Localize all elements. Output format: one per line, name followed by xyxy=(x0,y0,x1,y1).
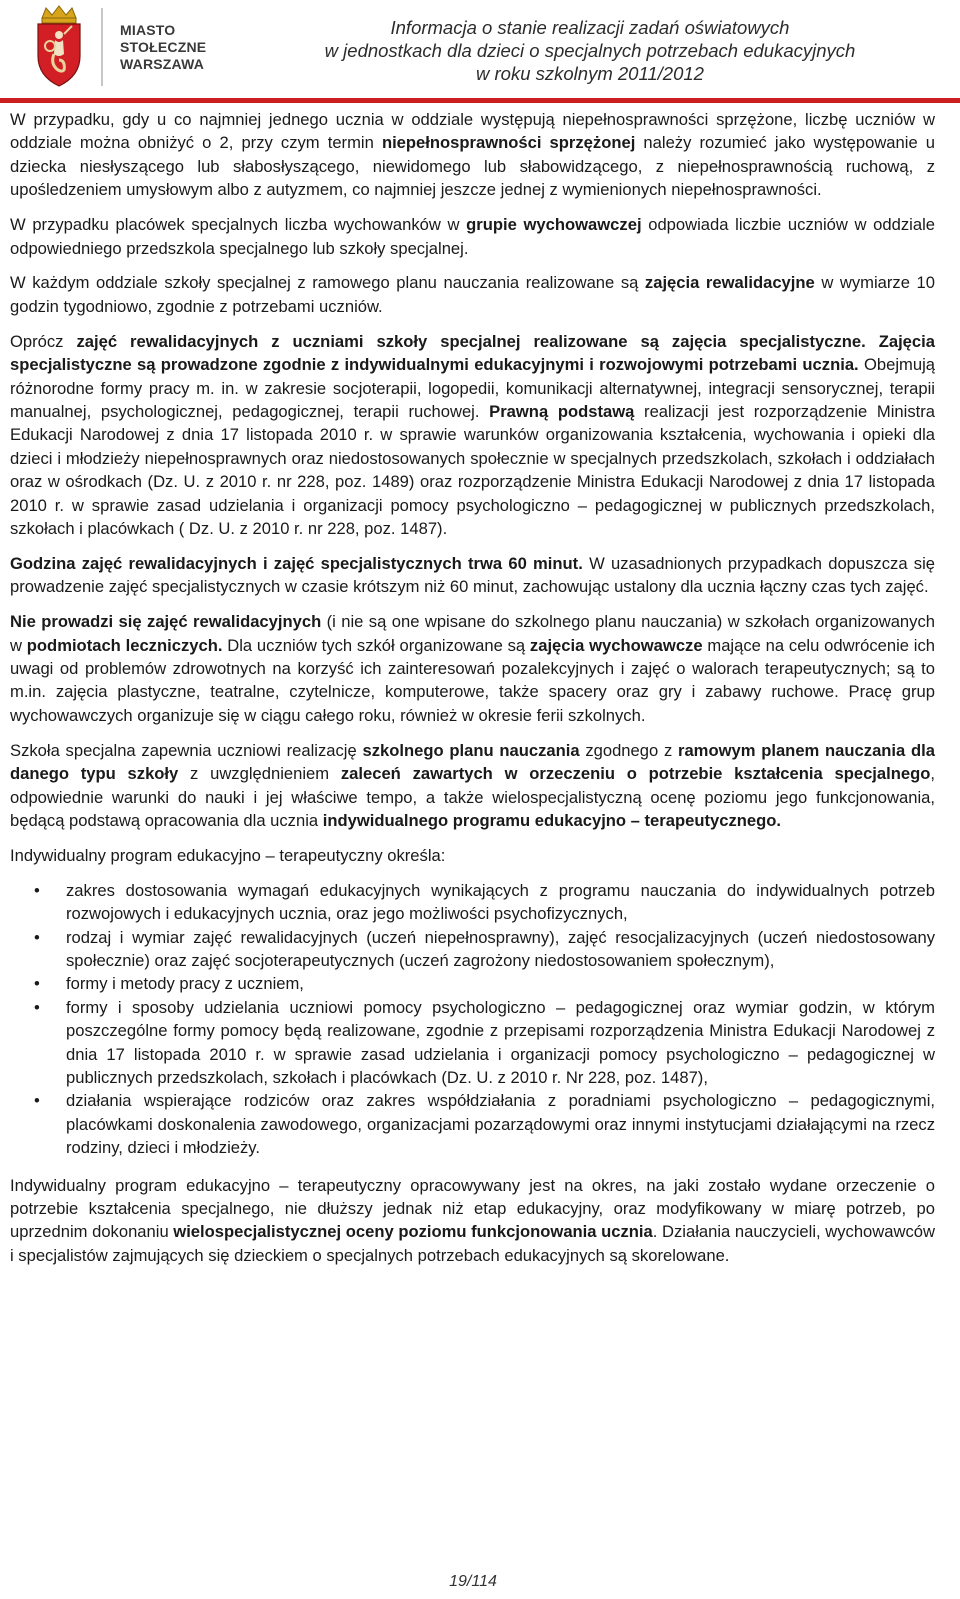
city-brand-name xyxy=(120,22,206,73)
list-item: • formy i metody pracy z uczniem, xyxy=(10,972,935,995)
bold-text: zajęcia wychowawcze xyxy=(529,635,703,655)
document-body xyxy=(10,108,935,1279)
text-run: W każdym oddziale szkoły specjalnej z ramowego planu nauczania realizowane są xyxy=(10,273,645,293)
text-run: Szkoła specjalna zapewnia uczniowi realizację xyxy=(10,740,363,760)
text-run: odpowiada liczbie uczniów w oddziale odpowiedniego przedszkola specjalnego lub szkoły specjalnej. xyxy=(10,215,936,258)
text-run: w wymiarze 10 godzin tygodniowo, zgodnie z potrzebami uczniów. xyxy=(10,273,935,316)
text-run: W uzasadnionych przypadkach dopuszcza się prowadzenie zajęć specjalistycznych w czasie krótszym niż 60 minut, zachowując ustalony dla ucznia łączny czas tych zajęć. xyxy=(10,553,936,597)
list-item: • działania wspierające rodziców oraz zakres współdziałania z poradniami psychologiczno – pedagogicznymi, placówkami doskonalenia zawodowego, organizacjami pozarządowymi oraz innymi instytucjami działającymi na rzecz rodziny, dzieci i młodzieży. xyxy=(10,1089,935,1159)
closing-paragraph xyxy=(10,1174,935,1268)
paragraph xyxy=(10,739,935,833)
text-run: zgodnego z xyxy=(579,740,678,760)
list-item: • rodzaj i wymiar zajęć rewalidacyjnych (uczeń niepełnosprawny), zajęć resocjalizacyjnych (uczeń niedostosowany społecznie) oraz zajęć socjoterapeutycznych (uczeń zagrożony niedostosowaniem społecznym), xyxy=(10,926,935,973)
bold-text: niepełnosprawności sprzężonej xyxy=(381,133,636,153)
bold-text: Nie prowadzi się zajęć rewalidacyjnych xyxy=(10,612,322,632)
bold-text: zaleceń zawartych w orzeczeniu o potrzebie kształcenia specjalnego xyxy=(340,764,931,784)
paragraphs xyxy=(10,108,935,867)
bold-text: szkolnego planu nauczania xyxy=(362,740,580,760)
report-title xyxy=(230,16,950,85)
page-number: 19/114 xyxy=(449,1573,497,1590)
text-run: . Działania nauczycieli, wychowawców i specjalistów zajmujących się dzieckiem o specjalnych potrzebach edukacyjnych są skorelowane. xyxy=(10,1222,935,1265)
list-item: • zakres dostosowania wymagań edukacyjnych wynikających z programu nauczania do indywidualnych potrzeb rozwojowych i edukacyjnych ucznia, oraz jego możliwości psychofizycznych, xyxy=(10,879,935,926)
paragraph xyxy=(10,610,935,727)
text-run: Dla uczniów tych szkół organizowane są xyxy=(222,635,530,655)
bold-text: grupie wychowawczej xyxy=(466,215,642,235)
text-run: (i nie są one wpisane do szkolnego planu nauczania) w szkołach organizowanych w xyxy=(10,612,935,655)
bold-text: zajęć rewalidacyjnych z uczniami szkoły specjalnej realizowane są zajęcia specjalistyczne. Zajęcia specjalistyczne są prowadzone zgodnie z indywidualnymi edukacyjnymi i rozwojowymi potrzebami ucznia. xyxy=(10,331,935,375)
bold-text: podmiotach leczniczych. xyxy=(26,635,223,655)
requirements-list xyxy=(10,879,935,1160)
text-run: realizacji jest rozporządzenie Ministra Edukacji Narodowej z dnia 17 listopada 2010 r. w sprawie warunków organizowania kształcenia, wychowania i opieki dla dzieci i młodzieży niepełnosprawnych oraz niedostosowanych społecznie w specjalnych przedszkolach, szkołach i oddziałach oraz w ośrodkach (Dz. U. z 2010 r. nr 228, poz. 1489) oraz rozporządzenie Ministra Edukacji Narodowej z dnia 17 listopada 2010 r. w sprawie zasad udzielania i organizacji pomocy psychologiczno – pedagogicznej w publicznych przedszkolach, szkołach i placówkach ( Dz. U. z 2010 r. nr 228, poz. 1487). xyxy=(10,401,935,538)
report-title-line: w roku szkolnym 2011/2012 xyxy=(476,63,704,84)
brand-line: STOŁECZNE xyxy=(120,39,207,55)
brand-line: WARSZAWA xyxy=(120,56,205,72)
text-run: Indywidualny program edukacyjno – terapeutyczny opracowywany jest na okres, na jaki zostało wydane orzeczenie o potrzebie kształcenia specjalnego, nie dłuższy jednak niż etap edukacyjny, oraz modyfikowany w miarę potrzeb, po uprzednim dokonaniu xyxy=(10,1175,935,1242)
paragraph xyxy=(10,552,935,599)
bold-text: ramowym planem nauczania dla danego typu szkoły xyxy=(10,740,935,784)
bold-text: indywidualnego programu edukacyjno – terapeutycznego. xyxy=(322,810,781,830)
text-run: W przypadku placówek specjalnych liczba wychowanków w xyxy=(10,215,467,235)
text-run: Oprócz xyxy=(10,331,77,351)
text-run: mające na celu odwrócenie ich uwagi od problemów zdrowotnych na korzyść ich zainteresowań pozalekcyjnych i zajęć o walorach terapeutycznych; są to m.in. zajęcia plastyczne, teatralne, czytelnicze, komputerowe, także spacery oraz gry i zabawy ruchowe. Pracę grup wychowawczych organizuje się w ciągu całego roku, również w okresie ferii szkolnych. xyxy=(10,635,935,725)
list-item: • formy i sposoby udzielania uczniowi pomocy psychologiczno – pedagogicznej oraz wymiar godzin, w którym poszczególne formy pomocy będą realizowane, zgodnie z przepisami rozporządzenia Ministra Edukacji Narodowej z dnia 17 listopada 2010 r. w sprawie zasad udzielania i organizacji pomocy psychologiczno – pedagogicznej w publicznych przedszkolach, szkołach i placówkach (Dz. U. z 2010 r. Nr 228, poz. 1487), xyxy=(10,996,935,1090)
paragraph xyxy=(10,330,935,541)
text-run: Obejmują różnorodne formy pracy m. in. w zakresie socjoterapii, logopedii, komunikacji alternatywnej, integracji sensorycznej, terapii manualnej, psychologicznej, pedagogicznej, terapii ruchowej. xyxy=(10,355,935,421)
report-title-line: Informacja o stanie realizacji zadań oświatowych xyxy=(390,17,790,38)
paragraph xyxy=(10,213,935,260)
text-run: należy rozumieć jako występowanie u dziecka niesłyszącego lub słabosłyszącego, niewidomego lub słabowidzącego, z niepełnosprawnością ruchową, z upośledzeniem umysłowym albo z autyzmem, co najmniej jeszcze jednej z wymienionych niepełnosprawności. xyxy=(10,133,936,200)
paragraph xyxy=(10,108,935,202)
bold-text: Prawną podstawą xyxy=(489,401,635,421)
paragraph xyxy=(10,271,935,318)
warsaw-coat-of-arms-logo xyxy=(30,4,88,88)
text-run: z uwzględnieniem xyxy=(178,764,341,784)
header-divider xyxy=(101,8,103,86)
brand-line: MIASTO xyxy=(120,22,176,38)
paragraph xyxy=(10,844,935,867)
bold-text: wielospecjalistycznej oceny poziomu funkcjonowania ucznia xyxy=(173,1222,653,1242)
header-red-rule xyxy=(0,98,960,103)
bold-text: zajęcia rewalidacyjne xyxy=(644,273,815,293)
page-header xyxy=(0,0,960,104)
text-run: , odpowiednie warunki do nauki i jej właściwe tempo, a także wielospecjalistyczną ocenę poziomu jego funkcjonowania, będącą podstawą opracowania dla ucznia xyxy=(10,764,936,830)
bold-text: Godzina zajęć rewalidacyjnych i zajęć specjalistycznych trwa 60 minut. xyxy=(10,553,583,573)
text-run: Indywidualny program edukacyjno – terapeutyczny określa: xyxy=(10,845,446,865)
report-title-line: w jednostkach dla dzieci o specjalnych potrzebach edukacyjnych xyxy=(324,40,856,61)
text-run: W przypadku, gdy u co najmniej jednego ucznia w oddziale występują niepełnosprawności sprzężone, liczbę uczniów w oddziale można obniżyć o 2, przy czym termin xyxy=(10,110,935,153)
